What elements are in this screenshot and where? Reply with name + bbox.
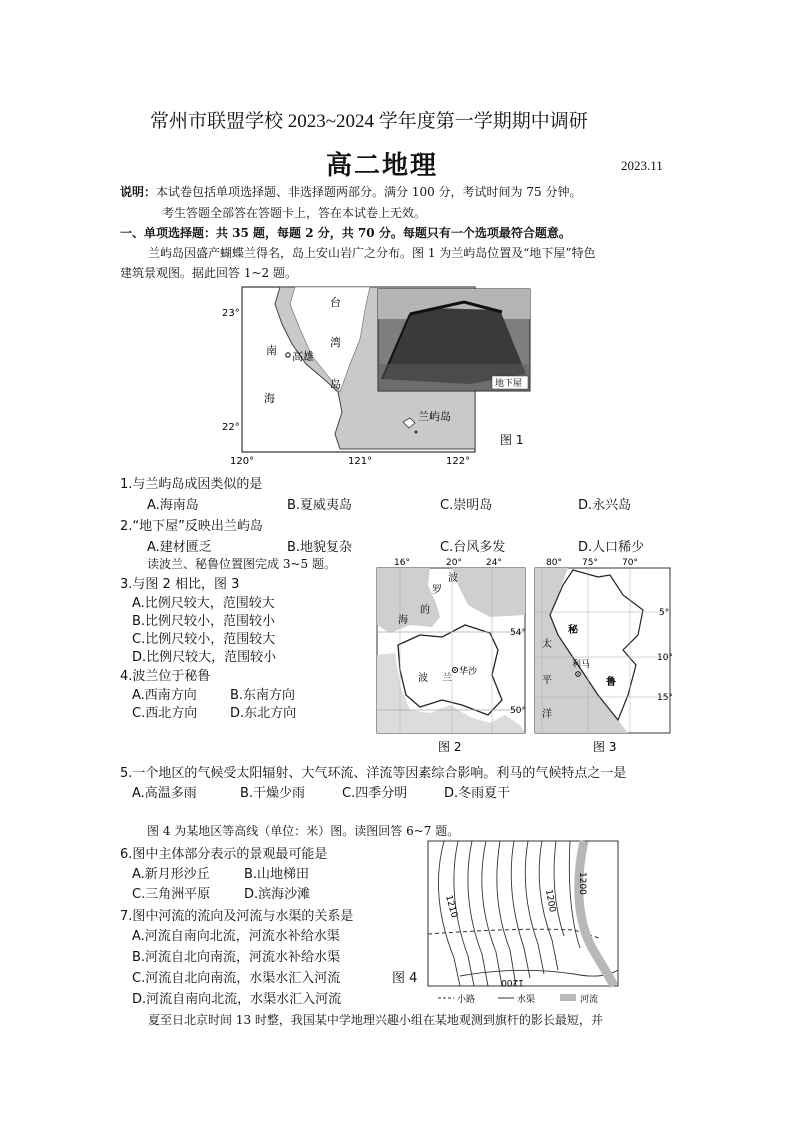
fig3-lon-80: 80°: [546, 558, 562, 568]
q1-option-c: C.崇明岛: [440, 498, 493, 513]
photo-label: 地下屋: [495, 379, 523, 389]
intro3: 图 4 为某地区等高线（单位：米）图。读图回答 6~7 题。: [147, 824, 460, 838]
fig4-legend: [438, 993, 598, 1005]
q6-option-d: D.滨海沙滩: [244, 887, 311, 902]
fig2-capital: 华沙: [459, 667, 478, 677]
q4-option-b: B.东南方向: [230, 688, 296, 703]
fig3-lat-5: 5°: [659, 608, 670, 618]
q6-stem: 6.图中主体部分表示的景观最可能是: [120, 847, 328, 862]
q4-option-c: C.西北方向: [132, 706, 198, 721]
underground-house-photo: [378, 289, 530, 391]
q5-option-c: C.四季分明: [342, 786, 408, 801]
figure-2-poland-map: [370, 555, 530, 755]
fig2-lat-54: 54°: [510, 628, 526, 638]
fig2-caption: 图 2: [438, 740, 462, 754]
q2-stem: 2.“地下屋”反映出兰屿岛: [120, 519, 263, 534]
intro4-line1: 夏至日北京时间 13 时整，我国某中学地理兴趣小组在某地观测到旗杆的影长最短，并: [148, 1013, 603, 1027]
fig4-contour-1200a: 1200: [543, 888, 557, 914]
q3-option-c: C.比例尺较小，范围较大: [132, 632, 276, 647]
fig3-lat-15: 15°: [657, 693, 673, 703]
fig2-bo: 波: [448, 573, 458, 584]
q1-option-d: D.永兴岛: [578, 498, 632, 513]
instructions-line2: 考生答题全部答在答题卡上，答在本试卷上无效。: [162, 206, 427, 220]
legend-road: 小路: [457, 995, 476, 1005]
q2-option-a: A.建材匮乏: [147, 540, 212, 555]
fig1-label-wan: 湾: [330, 336, 341, 349]
q3-stem: 3.与图 2 相比，图 3: [120, 577, 240, 592]
fig2-country-bo: 波: [418, 673, 428, 684]
figure-4-contour-map: [424, 838, 624, 1006]
fig3-lon-75: 75°: [582, 558, 598, 568]
fig4-contour-1200b: 1200: [577, 872, 587, 895]
fig1-label-tai: 台: [330, 296, 341, 309]
fig3-country-lu: 鲁: [606, 677, 616, 688]
q4-option-d: D.东北方向: [230, 706, 297, 721]
q3-option-a: A.比例尺较大，范围较大: [132, 596, 275, 611]
q3-option-b: B.比例尺较小，范围较小: [132, 614, 276, 629]
fig3-city-lima: 利马: [572, 660, 591, 670]
q7-option-b: B.河流自北向南流，河流水补给水渠: [132, 950, 341, 965]
legend-river: 河流: [580, 995, 599, 1005]
fig1-lon-121: 121°: [348, 456, 373, 467]
q3-option-d: D.比例尺较大，范围较小: [132, 650, 277, 665]
q5-option-a: A.高温多雨: [132, 786, 197, 801]
fig1-label-dao: 岛: [330, 378, 341, 391]
fig1-lon-122: 122°: [446, 456, 471, 467]
fig3-country-bi: 秘: [568, 625, 578, 636]
q6-option-c: C.三角洲平原: [132, 887, 211, 902]
fig1-lon-120: 120°: [230, 456, 255, 467]
intro1-line2: 建筑景观图。据此回答 1~2 题。: [120, 266, 297, 280]
intro2: 读波兰、秘鲁位置图完成 3~5 题。: [147, 557, 336, 571]
fig2-lat-50: 50°: [510, 706, 526, 716]
fig2-lon-20: 20°: [446, 558, 462, 568]
fig3-lat-10: 10°: [657, 653, 673, 663]
q5-stem: 5.一个地区的气候受太阳辐射、大气环流、洋流等因素综合影响。利马的气候特点之一是: [120, 766, 627, 781]
fig2-country-lan: 兰: [442, 673, 452, 684]
q5-option-b: B.干燥少雨: [240, 786, 306, 801]
q1-option-b: B.夏威夷岛: [287, 498, 353, 513]
fig3-ocean-yang: 洋: [542, 709, 552, 720]
fig4-caption: 图 4: [392, 971, 418, 986]
fig3-caption: 图 3: [593, 740, 617, 754]
exam-title: 常州市联盟学校 2023~2024 学年度第一学期期中调研: [150, 111, 588, 132]
fig1-lat-22: 22°: [222, 422, 240, 433]
fig2-luo: 罗: [432, 585, 442, 596]
fig1-label-nan: 南: [266, 344, 277, 357]
fig2-lon-24: 24°: [486, 558, 502, 568]
exam-date: 2023.11: [621, 158, 663, 173]
fig1-label-hai: 海: [264, 392, 275, 405]
fig3-ocean-tai: 太: [542, 639, 552, 650]
fig2-hai: 海: [398, 615, 408, 626]
section1-heading: 一、单项选择题：共 35 题，每题 2 分，共 70 分。每题只有一个选项最符合题意。: [120, 226, 571, 240]
q1-stem: 1.与兰屿岛成因类似的是: [120, 477, 263, 492]
fig1-lat-23: 23°: [222, 308, 240, 319]
q2-option-d: D.人口稀少: [578, 540, 645, 555]
q7-option-a: A.河流自南向北流，河流水补给水渠: [132, 929, 340, 944]
q5-option-d: D.冬雨夏干: [444, 786, 511, 801]
q7-option-c: C.河流自北向南流，水渠水汇入河流: [132, 971, 341, 986]
figure-1-map: [220, 284, 540, 470]
q2-option-b: B.地貌复杂: [287, 540, 353, 555]
fig4-contour-1210: 1210: [443, 894, 459, 919]
instructions-text1: 本试卷包括单项选择题、非选择题两部分。满分 100 分，考试时间为 75 分钟。: [156, 185, 582, 199]
fig1-city-kaohsiung: 高雄: [292, 350, 314, 363]
q4-option-a: A.西南方向: [132, 688, 197, 703]
instructions-line1: [120, 183, 581, 200]
fig2-lon-16: 16°: [394, 558, 410, 568]
q6-option-b: B.山地梯田: [244, 867, 310, 882]
q4-stem: 4.波兰位于秘鲁: [120, 669, 211, 684]
fig2-di: 的: [420, 605, 430, 616]
fig3-lon-70: 70°: [622, 558, 638, 568]
q7-option-d: D.河流自南向北流，水渠水汇入河流: [132, 992, 342, 1007]
fig3-ocean-ping: 平: [542, 675, 552, 686]
fig4-contour-1200c: 1200: [501, 977, 524, 987]
q2-option-c: C.台风多发: [440, 540, 506, 555]
instructions-label: 说明：: [120, 185, 157, 199]
intro1-line1: 兰屿岛因盛产蝴蝶兰得名，岛上安山岩广之分布。图 1 为兰屿岛位置及“地下屋”特色: [148, 246, 596, 260]
q7-stem: 7.图中河流的流向及河流与水渠的关系是: [120, 909, 354, 924]
q1-option-a: A.海南岛: [147, 498, 199, 513]
fig1-caption: 图 1: [500, 433, 524, 447]
figure-3-peru-map: [528, 555, 678, 755]
q6-option-a: A.新月形沙丘: [132, 867, 210, 882]
subject-title: 高二地理: [326, 151, 439, 181]
fig1-island-label: 兰屿岛: [418, 410, 451, 423]
legend-canal: 水渠: [517, 995, 536, 1005]
